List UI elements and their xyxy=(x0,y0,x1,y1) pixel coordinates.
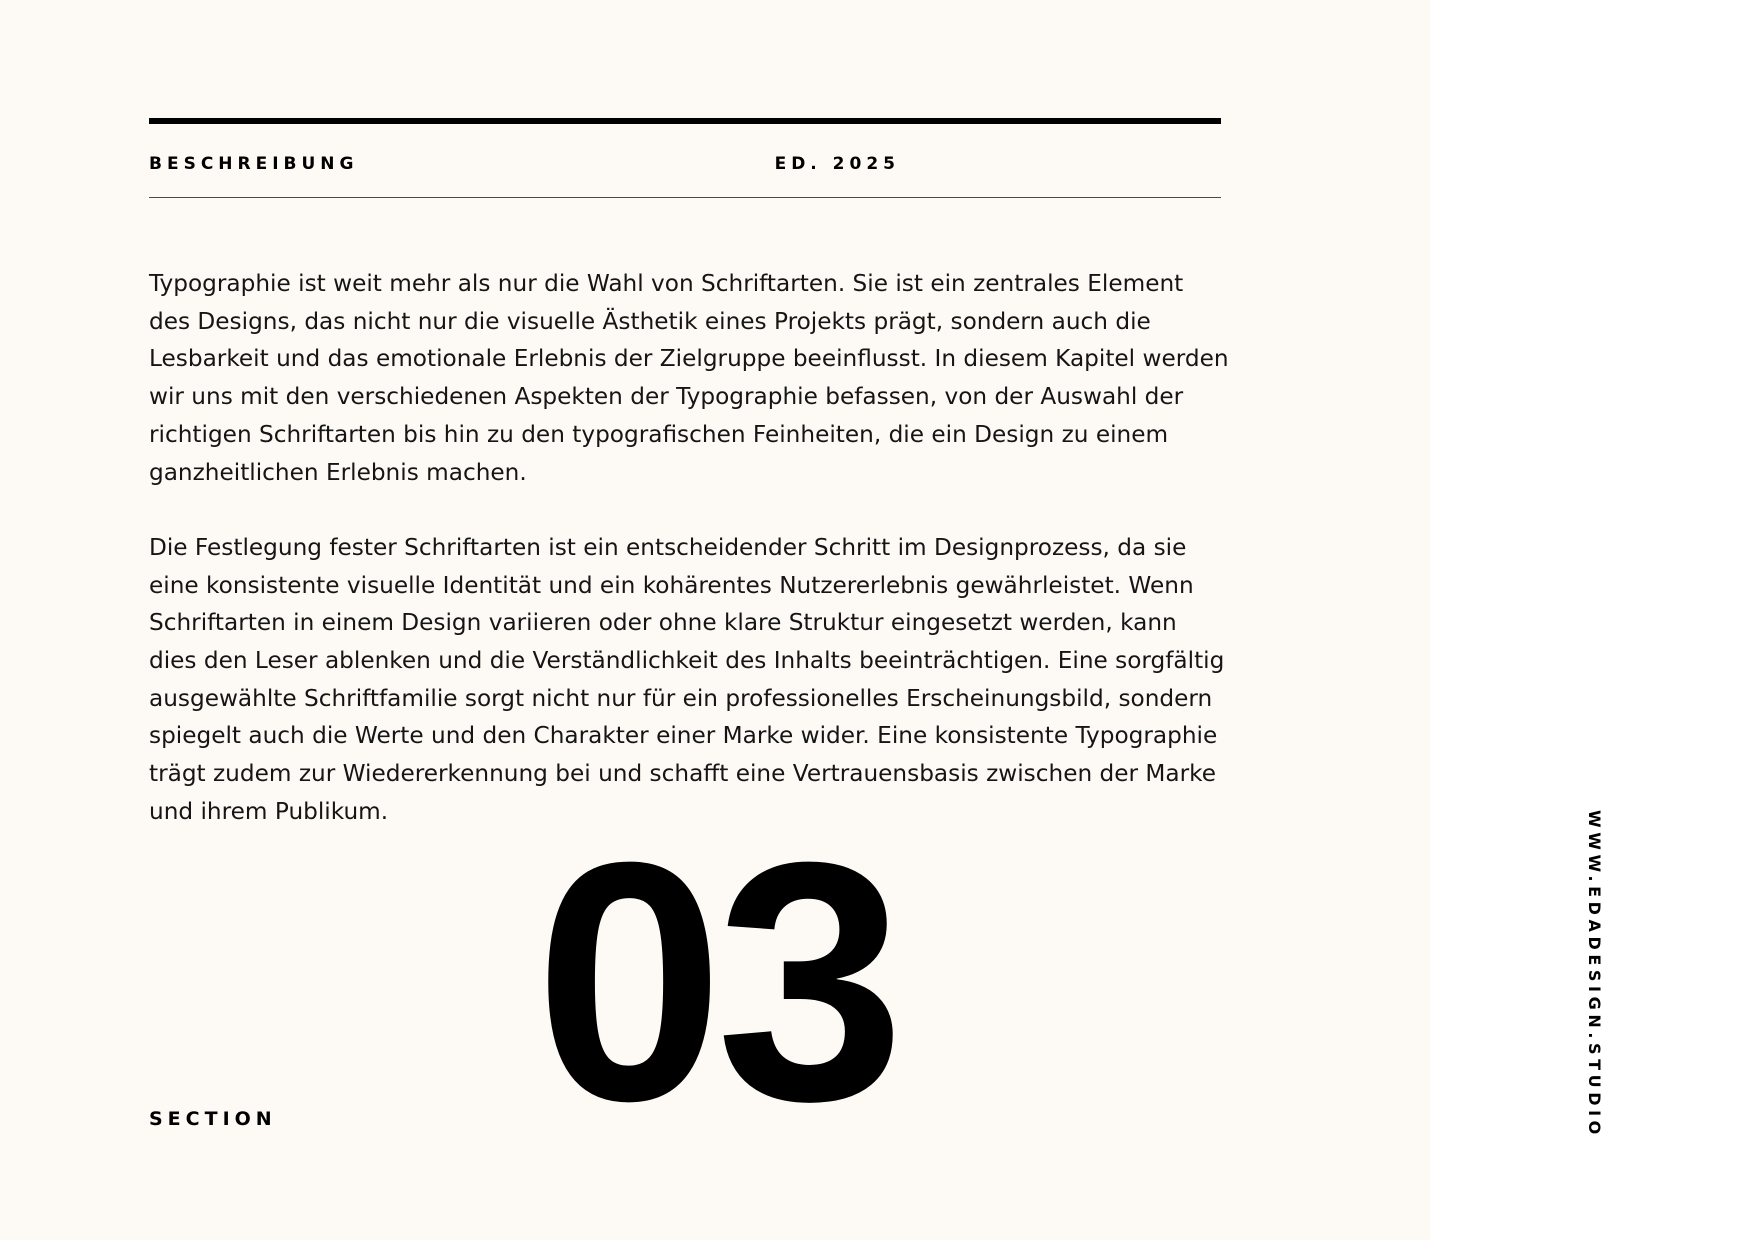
website-url: WWW.EDADESIGN.STUDIO xyxy=(1585,810,1604,1139)
paragraph-fonts: Die Festlegung fester Schriftarten ist ein entscheidender Schritt im Designprozess, da sie eine konsistente visuelle Identität und ein kohärentes Nutzererlebnis gewährleistet. Wenn Schriftarten in einem Design variieren oder ohne klare Struktur eingesetzt werden, kann dies den Leser ablenken und die Verständlichkeit des Inhalts beeinträchtigen. Eine sorgfältig ausgewählte Schriftfamilie sorgt nicht nur für ein professionelles Erscheinungsbild, sondern spiegelt auch die Werte und den Charakter einer Marke wider. Eine konsistente Typographie trägt zudem zur Wiedererkennung bei und schafft eine Vertrauensbasis zwischen der Marke und ihrem Publikum. xyxy=(149,533,1225,825)
paragraph-intro: Typographie ist weit mehr als nur die Wahl von Schriftarten. Sie ist ein zentrales Element des Designs, das nicht nur die visuelle Ästhetik eines Projekts prägt, sondern auch die Lesbarkeit und das emotionale Erlebnis der Zielgruppe beeinflusst. In diesem Kapitel werden wir uns mit den verschiedenen Aspekten der Typographie befassen, von der Auswahl der richtigen Schriftarten bis hin zu den typografischen Feinheiten, die ein Design zu einem ganzheitlichen Erlebnis machen. xyxy=(149,270,1229,486)
edition-label: ED. 2025 xyxy=(774,154,900,174)
body-text xyxy=(149,265,1229,868)
top-rule xyxy=(149,118,1221,124)
section-number: 03 xyxy=(534,792,897,1172)
header-divider xyxy=(149,197,1221,198)
section-label: SECTION xyxy=(149,1108,277,1130)
header-label: BESCHREIBUNG xyxy=(149,154,359,174)
